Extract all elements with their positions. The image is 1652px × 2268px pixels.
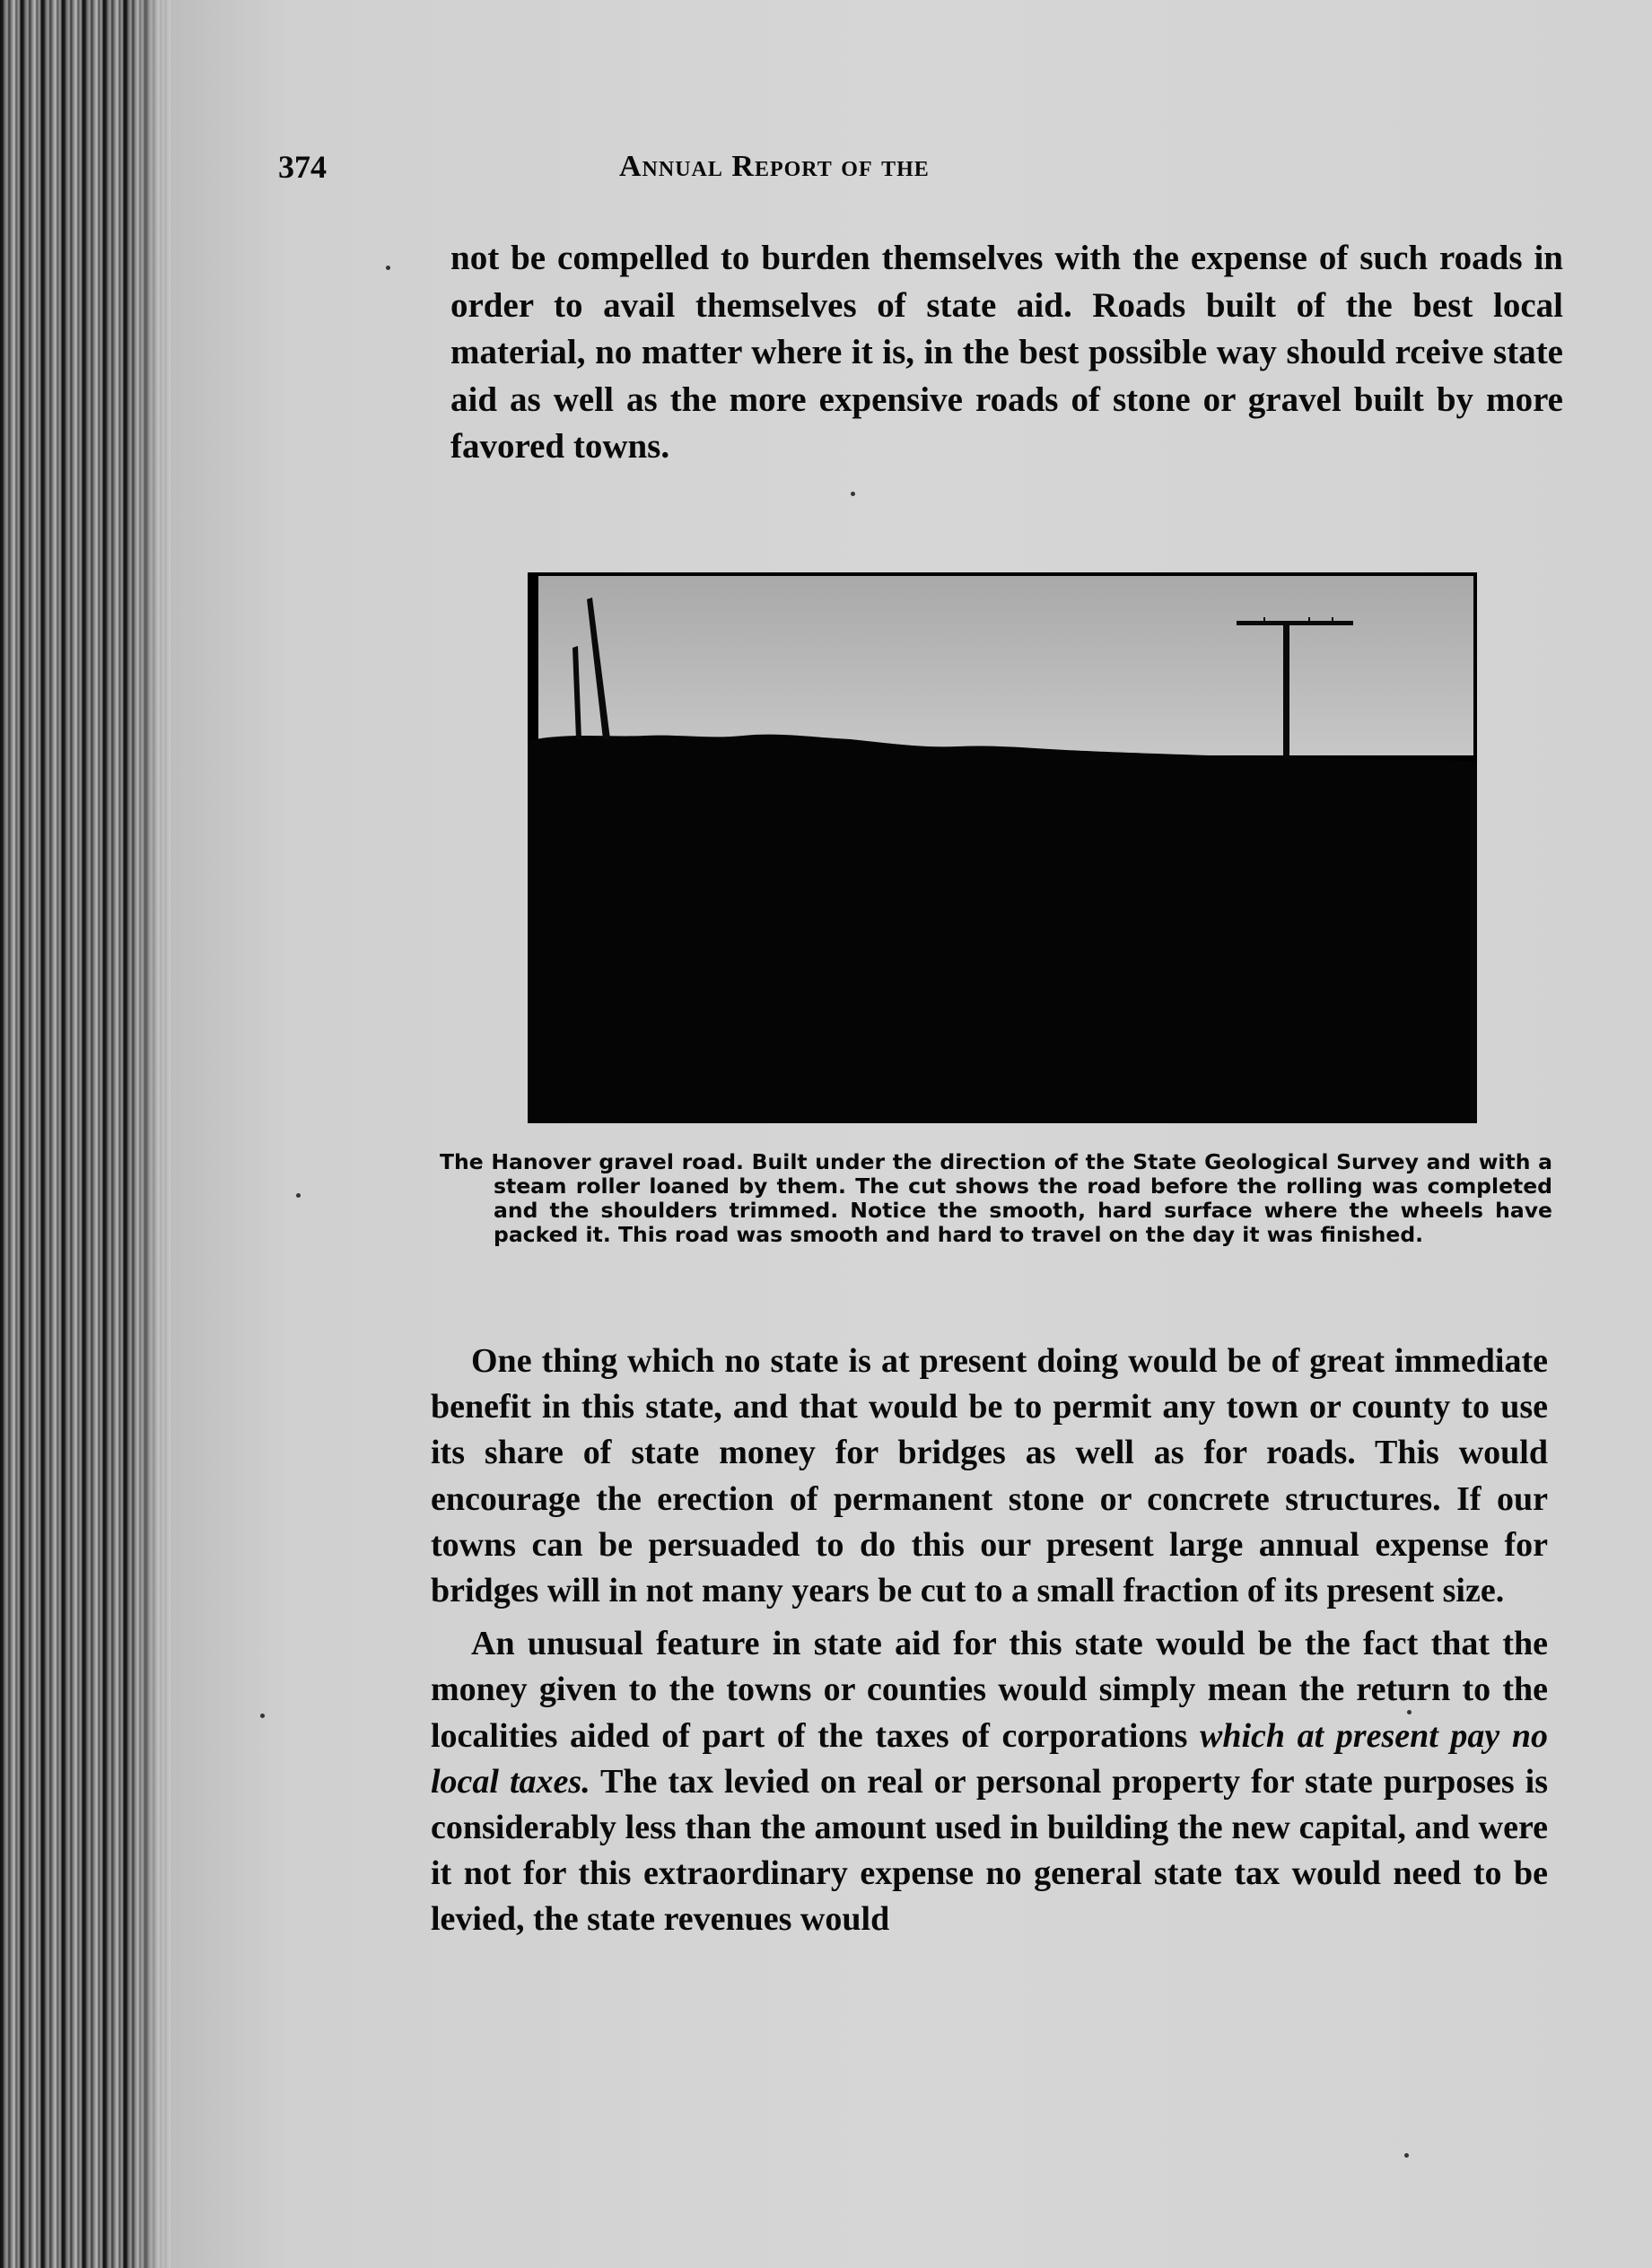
top-paragraph-text: not be compelled to burden themselves with the expense of such roads in order to avail themselves of state aid. Roads built of the best local material, no matter where it is, in the best possible way should rceive state aid as well as the more expensive roads of stone or gravel built by more favored towns. [450,239,1563,466]
scan-speck [260,1714,265,1718]
body-paragraph [431,1621,1548,1942]
body-text-run: An unusual feature in state aid for this state would be the fact that the money given to the towns or counties would simply mean the return to the localities aided of part of the taxes of corporations [431,1625,1548,1755]
scan-speck [1407,1710,1412,1714]
top-paragraph [450,235,1563,471]
scan-speck [386,266,390,270]
scan-speck [1404,2153,1409,2158]
book-page-edges [0,0,170,2268]
scan-speck [296,1193,301,1198]
body-text [431,1339,1548,1943]
scan-speck [851,492,855,496]
figure-caption [440,1150,1552,1247]
road-photograph-image [528,572,1477,1123]
page-header [278,148,1256,202]
road-photograph [528,572,1477,1123]
running-head: Annual Report of the [619,150,930,183]
body-text-run: The tax levied on real or personal property for state purposes is considerably less than the amount used in building the new capital, and were it not for this extraordinary expense no general state tax would need to be levied, the state revenues would [431,1762,1548,1939]
page-number: 374 [278,149,327,185]
figure-caption-text: The Hanover gravel road. Built under the direction of the State Geological Survey and with a steam roller loaned by them. The cut shows the road before the rolling was completed and the shoulders trimmed. Notice the smooth, hard surface where the wheels have packed it. This road was smooth and hard to travel on the day it was finished. [440,1149,1552,1247]
body-paragraph: One thing which no state is at present doing would be of great immediate benefit in this state, and that would be to permit any town or county to use its share of state money for bridges as well as for roads. This would encourage the erection of permanent stone or concrete structures. If our towns can be persuaded to do this our present large annual expense for bridges will in not many years be cut to a small fraction of its present size. [431,1342,1548,1610]
italic-phrase: which at present pay no local taxes. [431,1716,1548,1801]
